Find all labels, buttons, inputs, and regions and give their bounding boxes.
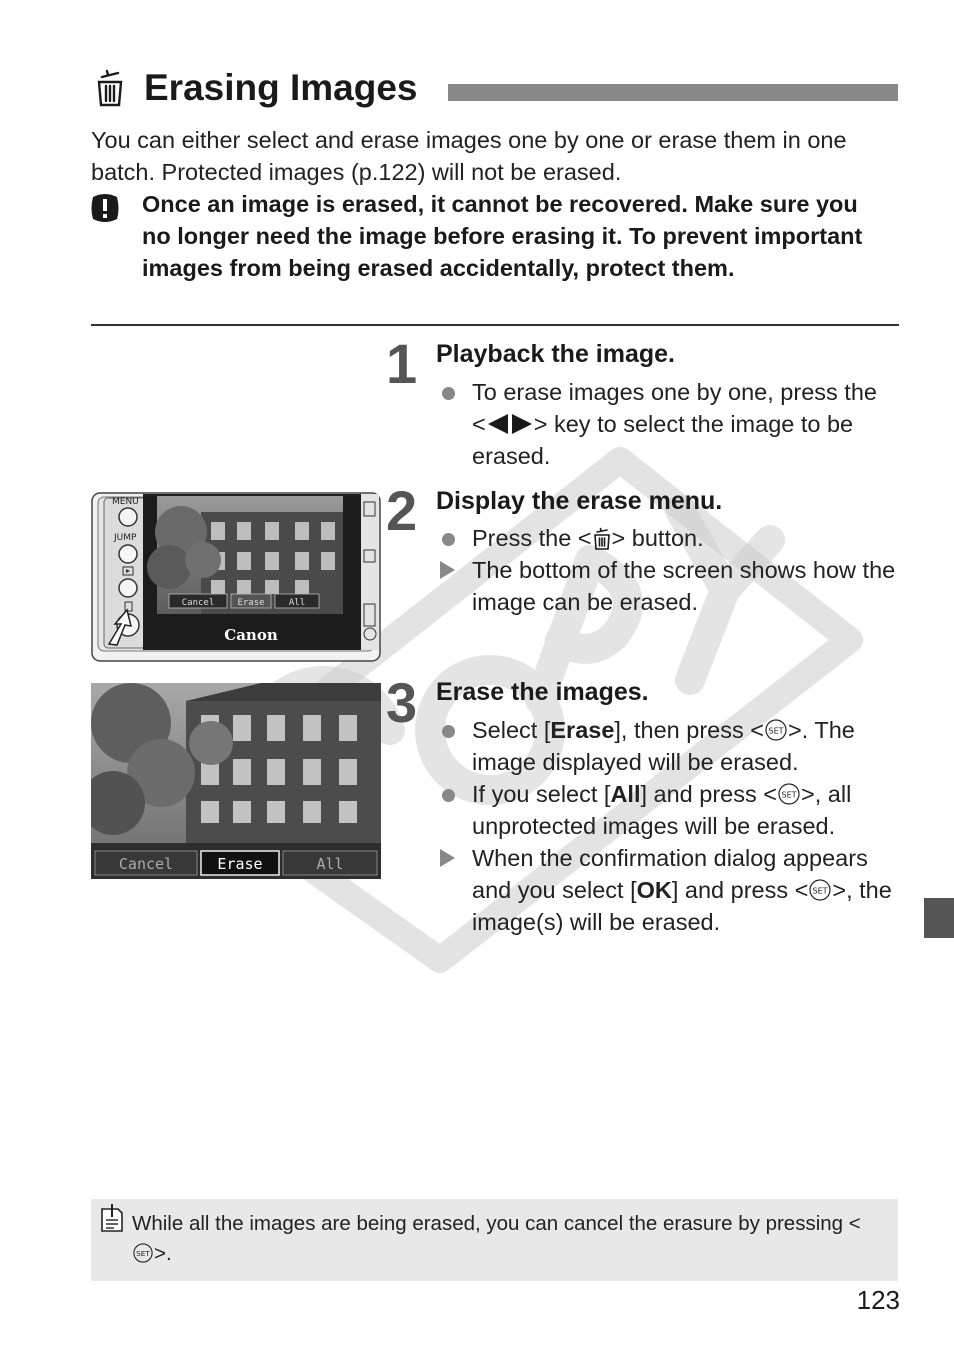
- svg-text:SET: SET: [781, 790, 797, 800]
- list-item: [436, 554, 896, 618]
- step-1-title: Playback the image.: [436, 340, 676, 368]
- item-bold: All: [610, 781, 641, 807]
- item-text: >, all unprotected images will be erased.: [472, 781, 852, 839]
- step-3-number: 3: [386, 671, 418, 734]
- menu-erase: Erase: [237, 598, 265, 608]
- item-text: To erase images one by one, press the <: [472, 379, 877, 437]
- svg-text:SET: SET: [768, 726, 784, 736]
- step-3-title: Erase the images.: [436, 678, 649, 706]
- item-text: ], then press <: [614, 717, 764, 743]
- list-item: [436, 522, 896, 554]
- bullet-icon: [442, 533, 455, 546]
- caution-text: Once an image is erased, it cannot be recovered. Make sure you no longer need the image before erasing it. To prevent important images from being erased accidentally, protect them.: [142, 191, 863, 281]
- camera-illustration: [91, 492, 381, 662]
- intro-paragraph: You can either select and erase images one by one or erase them in one batch. Protected images (p.122) will not be erased.: [91, 127, 847, 185]
- title-bar: [448, 84, 898, 101]
- item-text: > button.: [611, 525, 704, 551]
- trash-icon: [94, 68, 126, 108]
- bullet-icon: [442, 387, 455, 400]
- brand-logo: Canon: [224, 626, 278, 644]
- menu-label: MENU: [112, 497, 139, 507]
- list-item: [436, 714, 896, 778]
- list-item: [436, 842, 896, 938]
- item-text: When the confirmation dialog appears and you select [: [472, 845, 868, 903]
- svg-text:SET: SET: [136, 1249, 150, 1259]
- set-button-icon: [765, 719, 787, 741]
- step-1-number: 1: [386, 332, 418, 395]
- set-button-icon: [778, 783, 800, 805]
- menu-all: All: [288, 598, 306, 608]
- svg-text:SET: SET: [812, 886, 828, 896]
- set-button-icon: [809, 879, 831, 901]
- note-box: [91, 1199, 898, 1281]
- left-right-arrows-icon: [486, 413, 534, 435]
- item-text: ] and press <: [640, 781, 777, 807]
- note-text-part: >.: [154, 1242, 172, 1265]
- memo-icon: [100, 1203, 124, 1233]
- screen-menu-all: All: [316, 855, 344, 873]
- bullet-icon: [442, 725, 455, 738]
- list-item: [436, 778, 896, 842]
- page-title: Erasing Images: [144, 67, 418, 108]
- item-text: >. The image displayed will be erased.: [472, 717, 855, 775]
- item-text: Press the <: [472, 525, 592, 551]
- trash-icon: [593, 527, 611, 551]
- caution-icon: [90, 193, 120, 223]
- item-text: Select [: [472, 717, 551, 743]
- bullet-icon: [442, 789, 455, 802]
- item-text: > key to select the image to be erased.: [472, 411, 854, 469]
- step-1-items: [436, 376, 906, 476]
- screen-menu-cancel: Cancel: [118, 855, 174, 873]
- list-item: [436, 376, 896, 472]
- menu-cancel: Cancel: [181, 598, 215, 608]
- note-text: [132, 1209, 882, 1269]
- step-3-items: [436, 714, 906, 974]
- item-text: >, the image(s) will be erased.: [472, 877, 892, 935]
- chapter-tab: [924, 898, 954, 938]
- item-bold: OK: [636, 877, 672, 903]
- item-text: ] and press <: [671, 877, 809, 903]
- set-button-icon: [133, 1243, 153, 1263]
- screen-menu-erase: Erase: [217, 855, 263, 873]
- section-heading: [90, 66, 900, 110]
- note-text-part: While all the images are being erased, you can cancel the erasure by pressing <: [132, 1212, 861, 1235]
- step-2-number: 2: [386, 479, 418, 542]
- step-2-title: Display the erase menu.: [436, 487, 723, 515]
- result-arrow-icon: [440, 561, 455, 579]
- step-2-items: [436, 522, 906, 622]
- item-text: The bottom of the screen shows how the image can be erased.: [472, 557, 896, 615]
- item-bold: Erase: [550, 717, 615, 743]
- jump-label: JUMP: [114, 533, 137, 543]
- screen-photo: [91, 683, 381, 879]
- item-text: If you select [: [472, 781, 611, 807]
- result-arrow-icon: [440, 849, 455, 867]
- divider: [91, 324, 899, 326]
- page-number: 123: [856, 1285, 900, 1315]
